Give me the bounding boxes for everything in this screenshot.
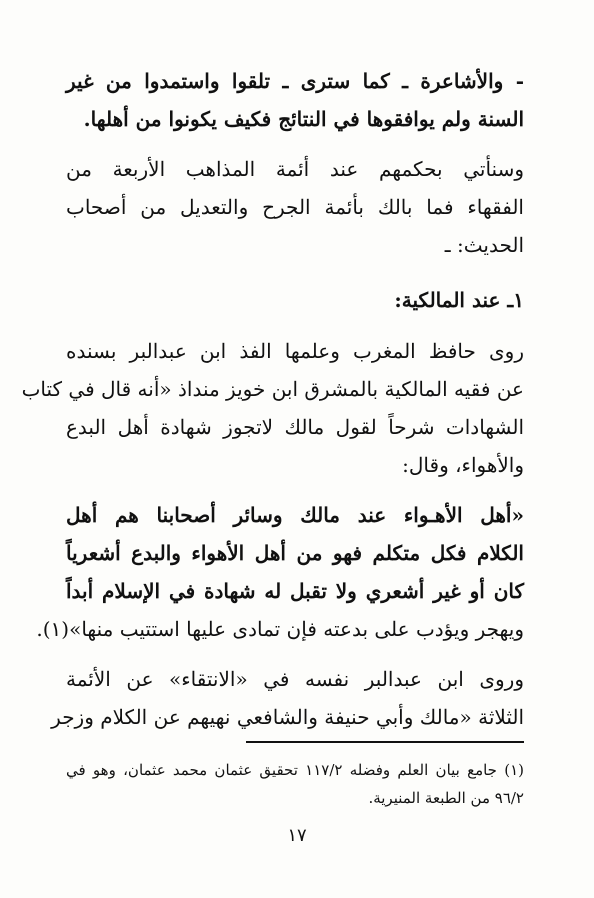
- text-line: عن فقيه المالكية بالمشرق ابن خويز منداذ «أنه قال في كتاب: [21, 377, 524, 401]
- text-line: الثلاثة «مالك وأبي حنيفة والشافعي نهيهم عن الكلام وزجر: [51, 705, 524, 729]
- quote-line: كان أو غير أشعري ولا تقبل له شهادة في الإسلام أبداً: [66, 579, 524, 603]
- text-line: السنة ولم يوافقوها في النتائج فكيف يكونوا من أهلها.: [83, 107, 524, 131]
- footnote-rule: [246, 741, 524, 743]
- quote-line: ويهجر ويؤدب على بدعته فإن تمادى عليها استتيب منها»(١).: [36, 617, 524, 641]
- page-number: ١٧: [287, 825, 307, 846]
- footnote-line: ٩٦/٢ من الطبعة المنيرية.: [368, 789, 524, 807]
- text-line: الشهادات شرحاً لقول مالك لاتجوز شهادة أهل البدع: [66, 415, 524, 439]
- text-line: وروى ابن عبدالبر نفسه في «الانتقاء» عن الأئمة: [66, 667, 524, 691]
- text-line: روى حافظ المغرب وعلمها الفذ ابن عبدالبر بسنده: [66, 339, 524, 363]
- quote-line: الكلام فكل متكلم فهو من أهل الأهواء والبدع أشعرياً: [66, 541, 524, 565]
- section-heading: ١ـ عند المالكية:: [394, 288, 524, 312]
- text-line: الفقهاء فما بالك بأئمة الجرح والتعديل من أصحاب: [66, 195, 524, 219]
- text-line: - والأشاعرة ـ كما سترى ـ تلقوا واستمدوا من غير: [66, 69, 524, 93]
- quote-line: «أهل الأهـواء عند مالك وسائر أصحابنا هم أهل: [66, 503, 524, 527]
- text-line: وسنأتي بحكمهم عند أئمة المذاهب الأربعة من: [66, 157, 524, 181]
- text-line: الحديث: ـ: [444, 233, 524, 257]
- text-line: والأهواء، وقال:: [402, 453, 524, 477]
- footnote-line: (١) جامع بيان العلم وفضله ١١٧/٢ تحقيق عثمان محمد عثمان، وهو في: [66, 761, 524, 779]
